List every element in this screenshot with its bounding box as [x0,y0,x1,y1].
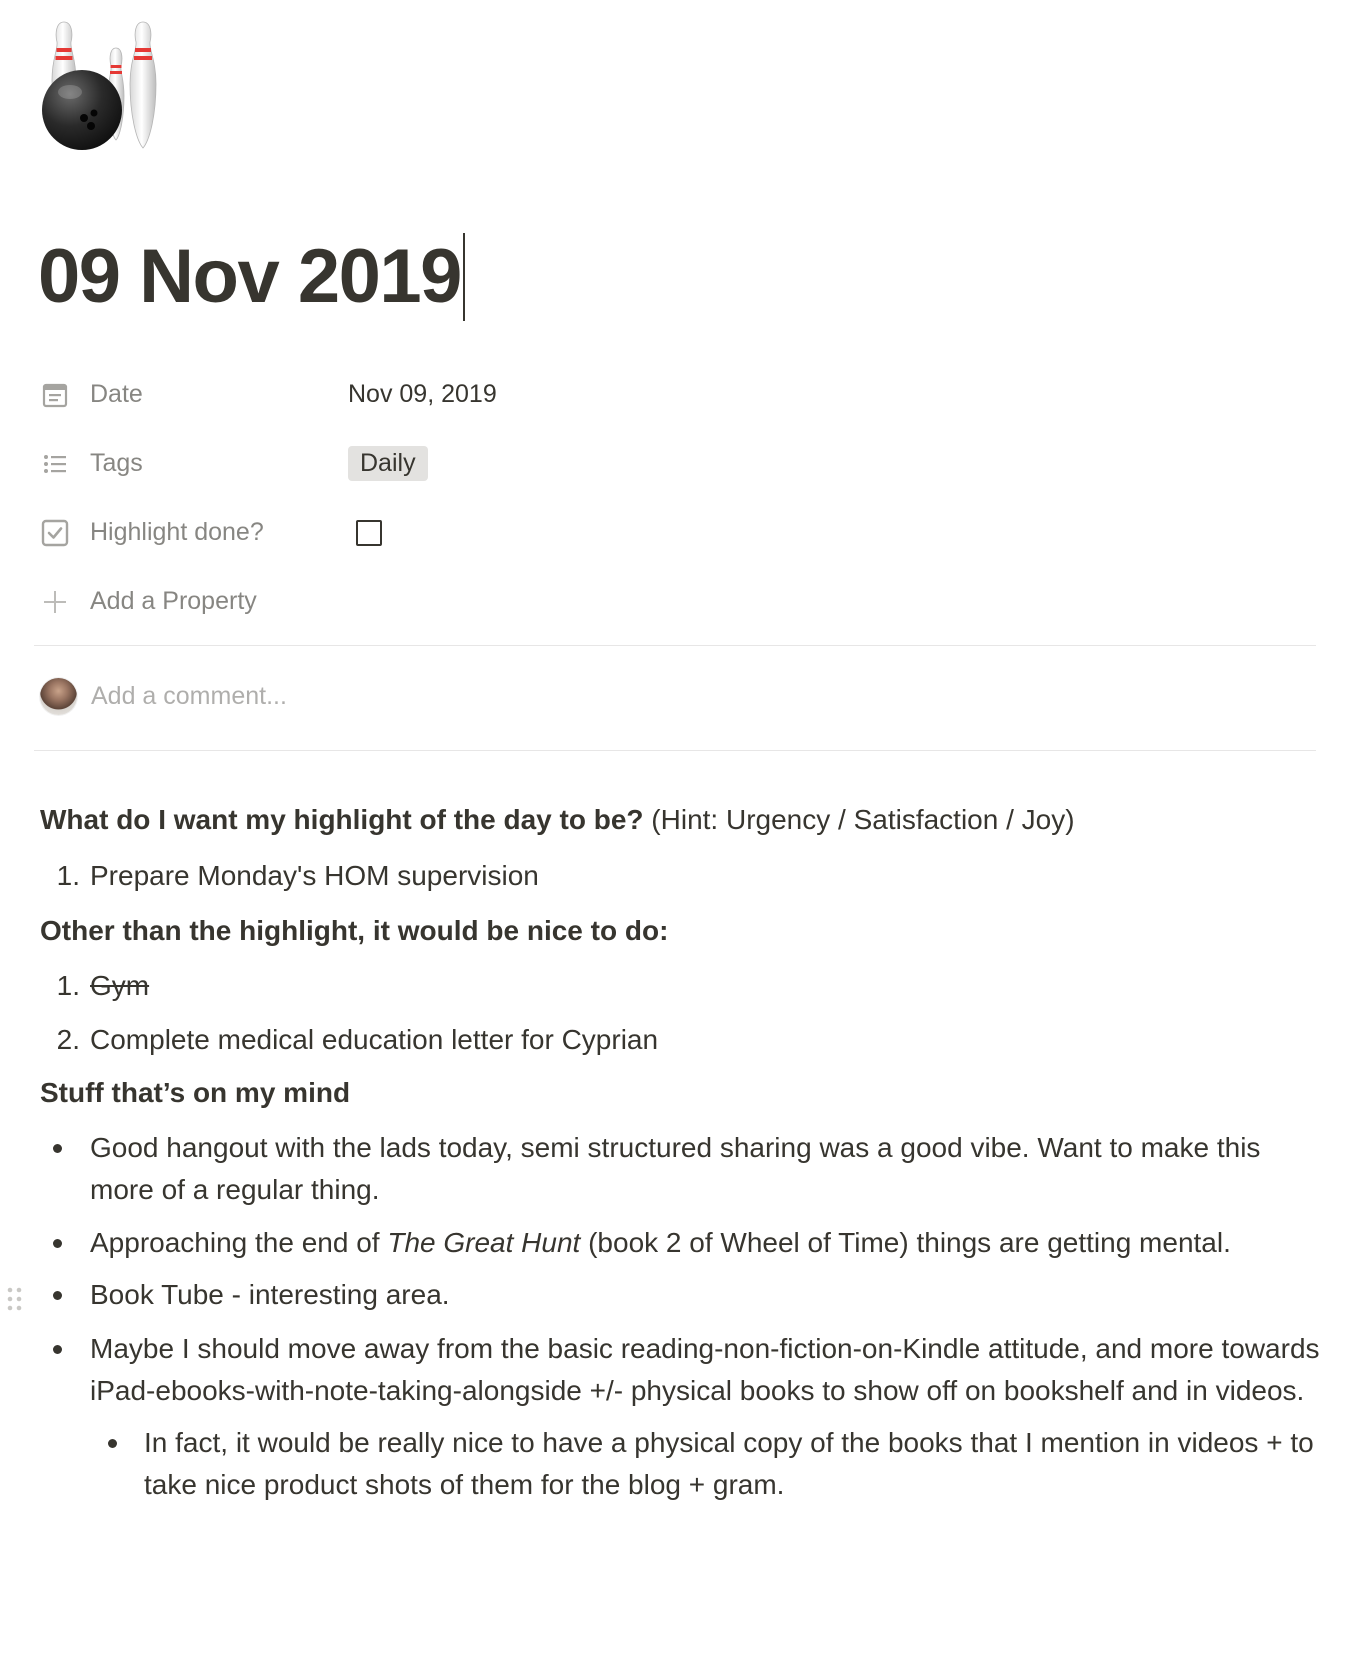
highlight-done-value [348,520,382,546]
checkbox-icon [40,518,70,548]
nice-heading-block[interactable] [40,911,1330,951]
comment-input[interactable]: Add a comment... [91,681,287,710]
property-tags [40,429,1330,498]
drag-handle-icon[interactable] [6,1282,24,1308]
book-title: The Great Hunt [387,1227,581,1258]
mind-heading: Stuff that’s on my mind [40,1077,351,1108]
nested-bullet-item[interactable] [40,1422,1330,1506]
bullet-item-text-post: (book 2 of Wheel of Time) things are getting mental. [580,1227,1231,1258]
page-title[interactable]: 09 Nov 2019 [38,234,461,319]
text-cursor [463,233,465,321]
bowling-icon[interactable] [40,18,190,168]
bullet-dot [53,1144,62,1153]
list-item-text-done: Gym [90,970,150,1001]
list-item-text: Complete medical education letter for Cyprian [90,1024,659,1055]
add-property-row [40,567,1330,636]
property-name-highlight-done[interactable] [40,518,348,548]
bullet-item-text: Maybe I should move away from the basic reading-non-fiction-on-Kindle attitude, and more towards iPad-ebooks-with-note-taking-alongside +/- physical books to show off on bookshelf and in videos. [90,1333,1320,1406]
property-name-date[interactable] [40,380,348,410]
page-content [40,790,1330,1506]
highlight-question-block[interactable] [40,800,1330,840]
bullet-dot [53,1345,62,1354]
property-label: Highlight done? [90,518,264,546]
highlight-done-checkbox[interactable] [356,520,382,546]
page-title-row [38,232,465,322]
highlight-hint: (Hint: Urgency / Satisfaction / Joy) [643,804,1075,835]
bullet-item[interactable] [40,1274,1330,1316]
list-number: 1. [56,970,80,1001]
bullet-item-text: Good hangout with the lads today, semi structured sharing was a good vibe. Want to make this more of a regular thing. [90,1132,1261,1205]
calendar-icon [40,380,70,410]
list-item[interactable] [40,1019,1330,1061]
bullet-item-text: In fact, it would be really nice to have a physical copy of the books that I mention in videos + to take nice product shots of them for the blog + gram. [144,1427,1314,1500]
bullet-item-text-pre: Approaching the end of [90,1227,388,1258]
bullet-dot [53,1239,62,1248]
property-label: Tags [90,449,143,477]
comment-divider [34,750,1316,751]
avatar [40,678,77,715]
list-icon [40,449,70,479]
list-number: 2. [56,1024,80,1055]
bullet-item[interactable] [40,1127,1330,1211]
highlight-question: What do I want my highlight of the day to be? [40,804,644,835]
bullet-dot [53,1291,62,1300]
list-item[interactable] [40,855,1330,897]
list-number: 1. [56,860,80,891]
list-item-text: Prepare Monday's HOM supervision [90,860,539,891]
list-item[interactable] [40,965,1330,1007]
date-value[interactable]: Nov 09, 2019 [348,380,497,408]
bullet-item-text: Book Tube - interesting area. [90,1279,450,1310]
property-highlight-done [40,498,1330,567]
comment-row [40,676,287,716]
tag-daily[interactable]: Daily [348,446,428,481]
property-name-tags[interactable] [40,449,348,479]
properties-panel [40,360,1330,636]
nice-heading: Other than the highlight, it would be nice to do: [40,915,669,946]
mind-heading-block[interactable] [40,1073,1330,1113]
bullet-item[interactable] [40,1222,1330,1264]
bullet-item[interactable] [40,1328,1330,1412]
tags-value[interactable] [348,446,428,481]
bullet-dot [108,1439,117,1448]
add-property-label: Add a Property [90,587,257,615]
property-label: Date [90,380,143,408]
properties-divider [34,645,1316,646]
property-date [40,360,1330,429]
add-property-button[interactable] [40,587,348,617]
plus-icon [40,587,70,617]
